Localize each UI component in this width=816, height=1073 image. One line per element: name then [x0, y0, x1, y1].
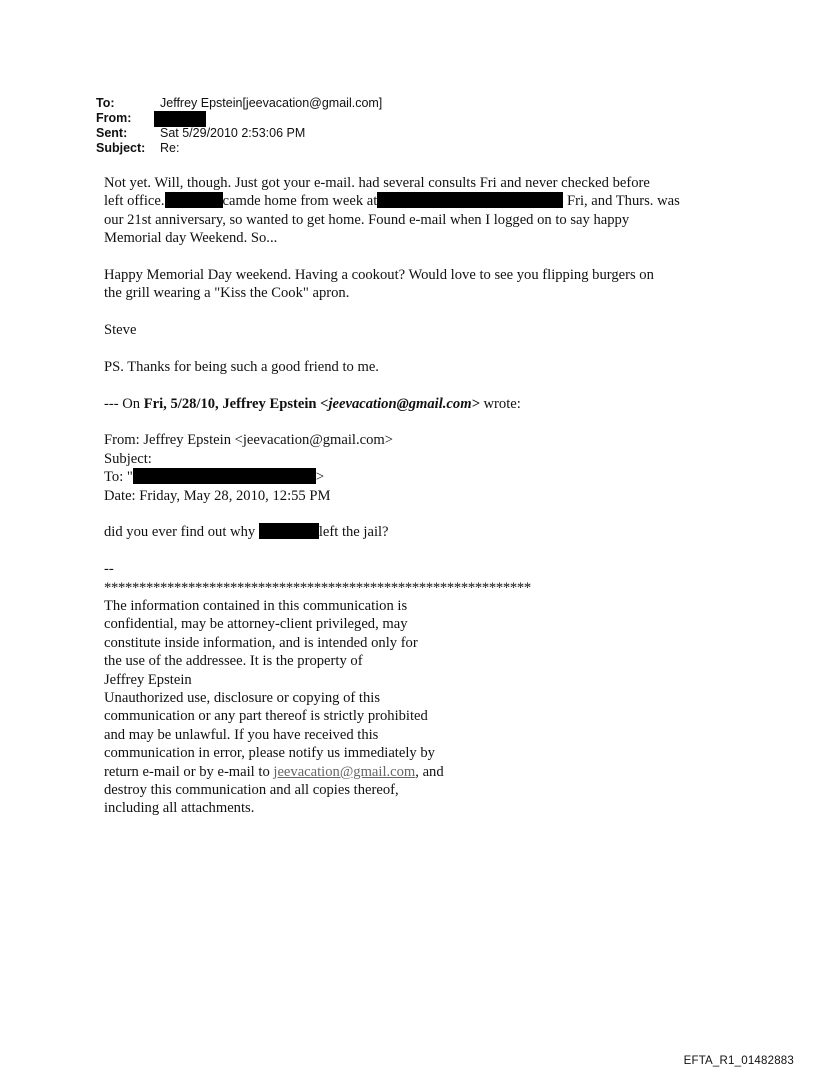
body-line: our 21st anniversary, so wanted to get home. Found e-mail when I logged on to say happy — [104, 211, 630, 228]
disclaimer-line: and may be unlawful. If you have received this — [104, 726, 379, 743]
quote-question — [104, 523, 744, 541]
question-text-b: left the jail? — [318, 524, 389, 541]
sent-label: Sent: — [96, 126, 128, 140]
signature: Steve — [104, 322, 137, 339]
disclaimer-line: communication or any part thereof is strictly prohibited — [104, 708, 428, 725]
quote-prefix: --- On — [104, 395, 144, 412]
quote-date-line: Date: Friday, May 28, 2010, 12:55 PM — [104, 487, 331, 504]
quote-date: Fri, 5/28/10, Jeffrey Epstein — [143, 395, 321, 412]
quote-to — [104, 468, 744, 486]
disclaimer-line: destroy this communication and all copies thereof, — [104, 781, 399, 798]
redaction-block — [377, 192, 563, 208]
quote-suffix: wrote: — [479, 395, 521, 412]
quote-to-suffix: > — [315, 469, 325, 486]
body-line: Happy Memorial Day weekend. Having a cookout? Would love to see you flipping burgers on — [104, 266, 654, 283]
question-text-a: did you ever find out why — [104, 524, 256, 541]
body-line: Not yet. Will, though. Just got your e-mail. had several consults Fri and never checked before — [104, 175, 650, 191]
quote-attribution — [104, 395, 744, 413]
disclaimer-line: Jeffrey Epstein — [104, 671, 192, 688]
disclaimer-line: the use of the addressee. It is the property of — [104, 653, 363, 670]
subject-label: Subject: — [96, 141, 146, 155]
disclaimer-text: , and — [415, 763, 444, 780]
divider-stars: ************************************************************* — [104, 579, 531, 596]
quote-from: From: Jeffrey Epstein <jeevacation@gmail.com> — [104, 432, 393, 449]
quote-subject: Subject: — [104, 450, 152, 467]
to-label: To: — [96, 96, 115, 110]
body-line: the grill wearing a "Kiss the Cook" apron. — [104, 285, 350, 302]
disclaimer-line: constitute inside information, and is intended only for — [104, 634, 418, 651]
from-value — [160, 111, 206, 127]
signature-dashes: -- — [104, 561, 114, 578]
disclaimer-line: including all attachments. — [104, 800, 255, 817]
redaction-block — [165, 192, 223, 208]
redaction-block — [259, 523, 319, 539]
from-label: From: — [96, 111, 132, 125]
quote-email: <jeevacation@gmail.com> — [320, 395, 480, 412]
subject-value: Re: — [160, 141, 180, 155]
disclaimer-line: Unauthorized use, disclosure or copying of this — [104, 689, 381, 706]
to-value: Jeffrey Epstein[jeevacation@gmail.com] — [160, 96, 383, 110]
body-text: left office. — [104, 193, 165, 210]
postscript: PS. Thanks for being such a good friend to me. — [104, 358, 379, 375]
disclaimer-text: return e-mail or by e-mail to — [104, 763, 274, 780]
email-link[interactable]: jeevacation@gmail.com — [273, 763, 416, 780]
disclaimer-line: confidential, may be attorney-client privileged, may — [104, 616, 408, 633]
body-line — [104, 192, 744, 210]
document-id: EFTA_R1_01482883 — [683, 1055, 794, 1067]
disclaimer-line: The information contained in this communication is — [104, 597, 408, 614]
quote-to-prefix: To: " — [104, 469, 133, 486]
sent-value: Sat 5/29/2010 2:53:06 PM — [160, 126, 306, 140]
disclaimer-line: communication in error, please notify us immediately by — [104, 745, 435, 762]
body-line: Memorial day Weekend. So... — [104, 230, 278, 247]
body-text: Fri, and Thurs. was — [566, 193, 680, 210]
redaction-block — [154, 111, 206, 127]
body-text: camde home from week at — [222, 193, 378, 210]
email-body — [104, 174, 744, 818]
redaction-block — [133, 468, 316, 484]
disclaimer-line — [104, 763, 744, 781]
